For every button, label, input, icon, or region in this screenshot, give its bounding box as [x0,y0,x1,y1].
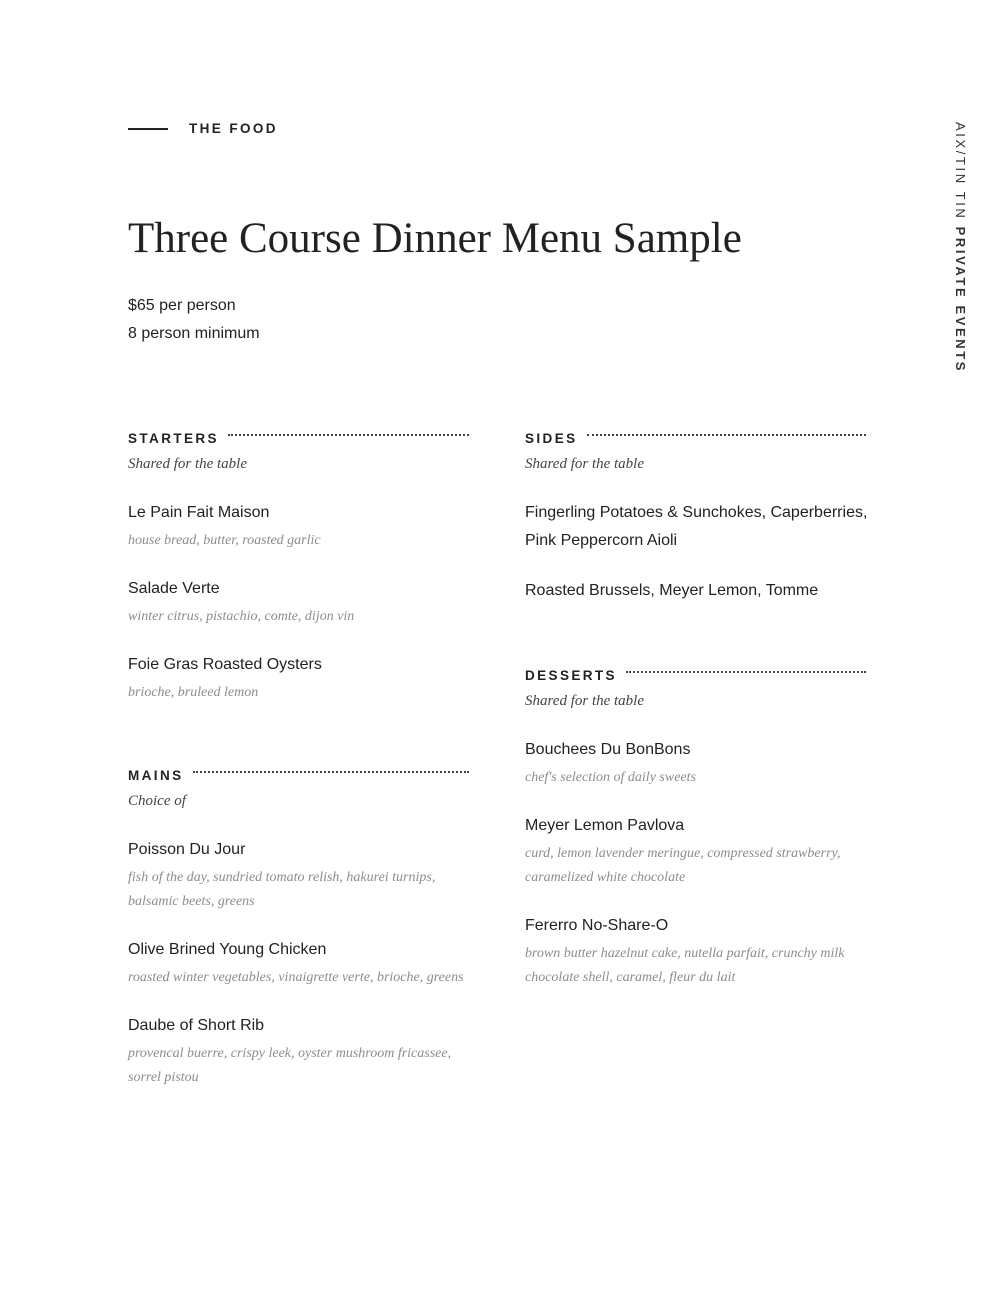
mains-section [128,765,473,1090]
item-name: Foie Gras Roasted Oysters [128,656,322,673]
item-description: winter citrus, pistachio, comte, dijon vin [128,609,355,624]
pricing-info [128,292,260,348]
item-description: fish of the day, sundried tomato relish, hakurei turnips, balsamic beets, greens [128,870,436,909]
item-name: Roasted Brussels, Meyer Lemon, Tomme [525,582,819,599]
section-subtitle: Shared for the table [525,693,645,709]
brand-name: AIX/TIN TIN [953,122,968,227]
right-column [525,428,870,1050]
menu-item [128,499,473,553]
item-description: curd, lemon lavender meringue, compressed strawberry, caramelized white chocolate [525,846,841,885]
item-name: Meyer Lemon Pavlova [525,817,685,834]
menu-item [525,812,870,890]
menu-item [128,836,473,914]
item-name: Fingerling Potatoes & Sunchokes, Caperberries, Pink Peppercorn Aioli [525,504,868,549]
section-eyebrow [128,121,278,136]
price-per-person: $65 per person [128,297,236,314]
item-name: Poisson Du Jour [128,841,246,858]
item-name: Bouchees Du BonBons [525,741,691,758]
item-name: Fererro No-Share-O [525,917,669,934]
dotted-leader [587,434,866,436]
sides-section [525,428,870,605]
menu-item [128,651,473,705]
dotted-leader [193,771,470,773]
item-description: chef's selection of daily sweets [525,770,696,785]
item-description: roasted winter vegetables, vinaigrette verte, brioche, greens [128,970,464,985]
menu-item [525,912,870,990]
section-subtitle: Shared for the table [128,456,248,472]
starters-section [128,428,473,705]
dotted-leader [626,671,866,673]
dotted-leader [228,434,469,436]
item-description: brown butter hazelnut cake, nutella parfait, crunchy milk chocolate shell, caramel, fleur du lait [525,946,845,985]
menu-item [128,575,473,629]
section-header [128,765,473,785]
section-header [128,428,473,448]
section-subtitle: Choice of [128,793,186,809]
item-description: house bread, butter, roasted garlic [128,533,321,548]
item-description: provencal buerre, crispy leek, oyster mushroom fricassee, sorrel pistou [128,1046,452,1085]
side-brand-tag [944,122,968,374]
menu-item [525,577,870,605]
eyebrow-label: THE FOOD [189,121,278,136]
menu-item [128,1012,473,1090]
person-minimum: 8 person minimum [128,325,260,342]
left-column [128,428,473,1150]
menu-item [525,499,870,555]
item-name: Salade Verte [128,580,220,597]
page-title: Three Course Dinner Menu Sample [128,215,742,262]
section-title: DESSERTS [525,667,617,683]
section-header [525,665,870,685]
section-title: SIDES [525,430,578,446]
section-header [525,428,870,448]
section-subtitle: Shared for the table [525,456,645,472]
section-title: STARTERS [128,430,219,446]
eyebrow-rule [128,128,168,130]
desserts-section [525,665,870,990]
item-name: Olive Brined Young Chicken [128,941,327,958]
menu-item [128,936,473,990]
menu-item [525,736,870,790]
section-title: MAINS [128,767,184,783]
item-name: Daube of Short Rib [128,1017,265,1034]
brand-section: PRIVATE EVENTS [953,226,968,374]
item-description: brioche, bruleed lemon [128,685,259,700]
item-name: Le Pain Fait Maison [128,504,270,521]
